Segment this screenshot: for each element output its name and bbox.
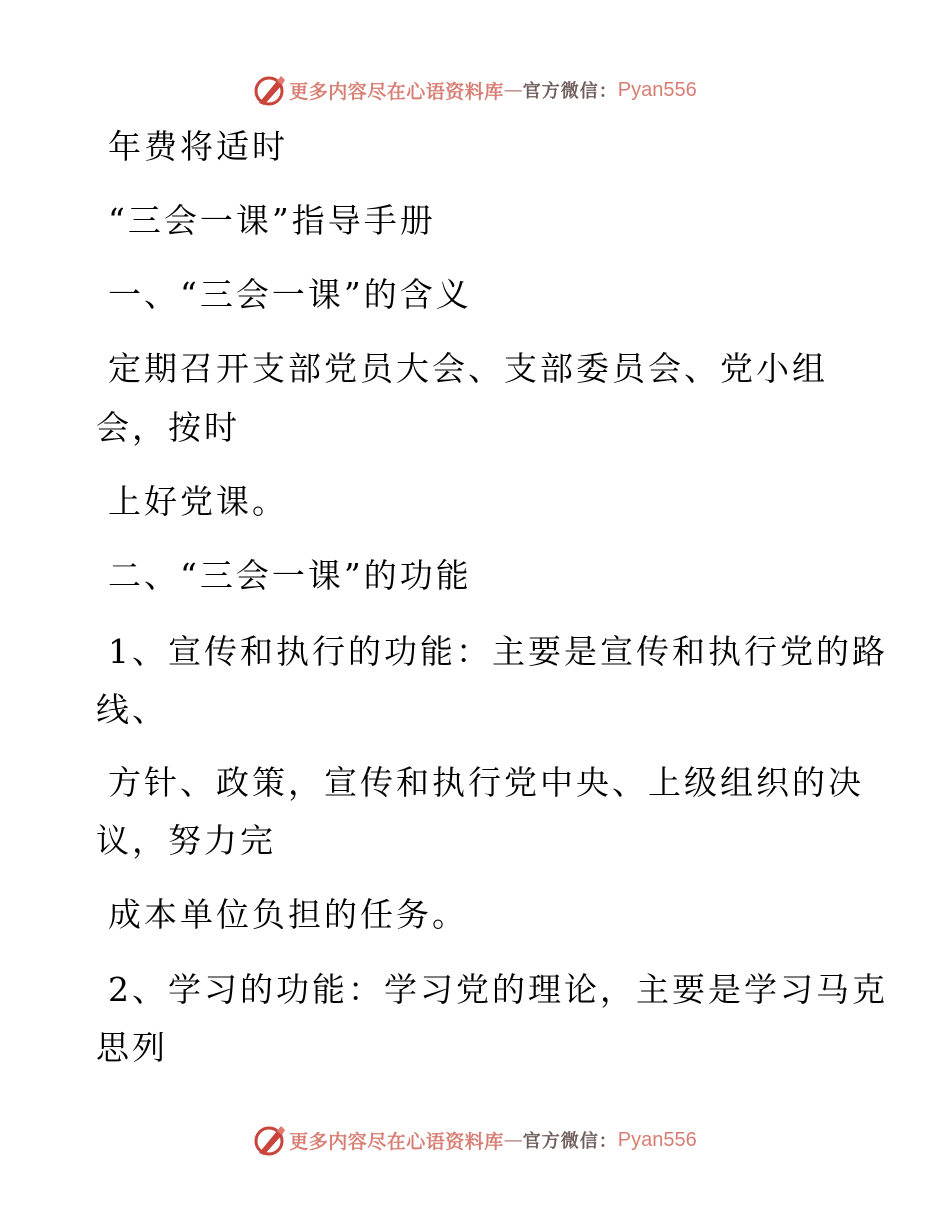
text-line: 定期召开支部党员大会、支部委员会、党小组 [108, 349, 828, 388]
pen-logo-icon [253, 73, 287, 107]
pen-logo-icon [253, 1123, 287, 1157]
watermark-sub-text: 官方微信： [522, 81, 618, 102]
text-line: 年费将适时 [108, 127, 288, 166]
text-line: “三会一课”指导手册 [108, 201, 436, 240]
text-line: 成本单位负担的任务。 [108, 895, 468, 934]
text-line: 思列 [96, 1028, 168, 1067]
watermark-main-text: 更多内容尽在心语资料库 [289, 1130, 504, 1153]
text-line: 线、 [96, 690, 168, 729]
watermark-wechat-id: Pyan556 [617, 1128, 697, 1151]
section-heading: 二、“三会一课”的功能 [108, 556, 472, 595]
text-line: 上好党课。 [108, 482, 288, 521]
footer-watermark [0, 1120, 950, 1160]
text-line: 1、宣传和执行的功能：主要是宣传和执行党的路 [108, 632, 888, 671]
text-line: 2、学习的功能：学习党的理论，主要是学习马克 [108, 970, 888, 1009]
watermark-sub-text: 官方微信： [522, 1131, 618, 1152]
header-watermark [0, 70, 950, 110]
watermark-dash: — [503, 1129, 523, 1151]
watermark-main-text: 更多内容尽在心语资料库 [289, 80, 504, 103]
text-line: 会，按时 [96, 408, 240, 447]
watermark-dash: — [503, 79, 523, 101]
section-heading: 一、“三会一课”的含义 [108, 275, 472, 314]
watermark-wechat-id: Pyan556 [617, 78, 697, 101]
text-line: 议，努力完 [96, 821, 276, 860]
text-line: 方针、政策，宣传和执行党中央、上级组织的决 [108, 763, 864, 802]
